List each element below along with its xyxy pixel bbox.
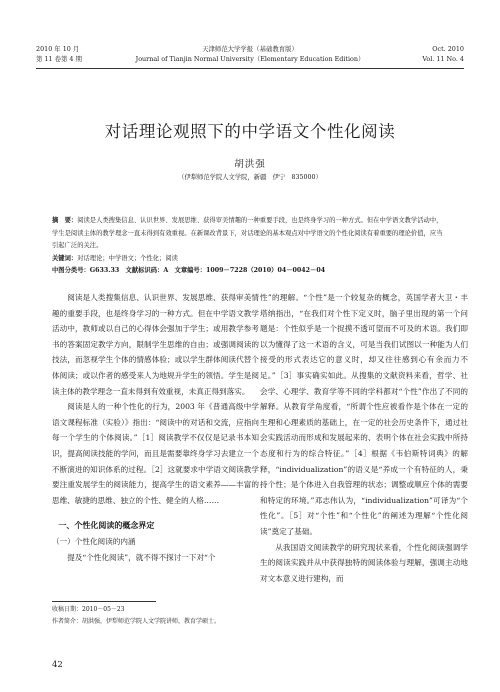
abstract bbox=[52, 215, 448, 253]
body-paragraph: 阅读是人的一种个性化的行为，2003 年《普通高级中学语文课程标准（实验）》指出：“阅读中的对话和交流，应指向每一个学生的个体阅读。”［1］阅读教学不仅仅是记录书本知识，提高阅读技能的学问，而且是需要靠终身学习去建立一个不断演进的知识体系的过程。［2］这就要求中学语文阅读教学要注重发展学生的阅读能力，提高学生的语文素养——丰富的思维、敏捷的思维、独立的个性、健全的人格…… bbox=[52, 402, 259, 505]
header-date: 2010 年 10 月 bbox=[36, 45, 80, 53]
keywords-label: 关键词： bbox=[52, 254, 78, 262]
footnotes bbox=[52, 604, 220, 628]
header-volume-en: Vol. 11 No. 4 bbox=[422, 55, 464, 63]
header-date-en: Oct. 2010 bbox=[432, 45, 464, 53]
body-paragraph: 从我国语文阅读教学的研究现状来看，个性化阅读强调学生的阅读实践并从中获得独特的阅读体验与理解，强调主动地对文本意义进行建构，而 bbox=[260, 542, 468, 583]
header-volume: 第 11 卷第 4 期 bbox=[36, 55, 82, 63]
journal-name-cn: 天津师范大学学报（基础教育版） bbox=[202, 45, 298, 53]
author-affiliation: （伊犁师范学院人文学院，新疆 伊宁 835000） bbox=[178, 174, 322, 181]
received-date: 收稿日期：2010－05－23 bbox=[52, 606, 125, 613]
header-divider bbox=[36, 68, 464, 69]
abstract-block bbox=[52, 215, 448, 278]
header-center bbox=[36, 44, 464, 64]
abstract-text: 阅读是人类搜集信息、认识世界、发展思维、获得审美情趣的一种重要手段，也是终身学习的一种方式。但在中学语文教学活动中，学生是阅读主体的教学理念一直未得到有效重视。在新课改背景下，对话理论的基本观点对中学语文的个性化阅读有着重要的理论价值，应当引起广泛的关注。 bbox=[52, 217, 443, 250]
body-paragraph: 阅读是人类搜集信息、认识世界、发展思维、获得审美情趣的重要手段，也是终身学习的一种方式。但在中学语文教学活动中，教师或以自己的心得体会强加于学生；或用教学参考书的答案固定教学方向，限制学生思维的自由；或强调阅读的技法，而忽视学生个体的情感体验；或以学生群体阅读代替个体阅读；或以作者的感受来人为地规升学生的领悟。学生是阅读主体的教学理念一直未得到有效重视，未真正得到落实。 bbox=[52, 293, 259, 396]
author-bio: 作者简介：胡洪强，伊犁师范学院人文学院讲师，教育学硕士。 bbox=[52, 618, 221, 625]
header-right bbox=[422, 44, 464, 64]
body-column-right bbox=[260, 290, 468, 586]
keywords-text: 对话理论；中学语文；个性化；阅读 bbox=[77, 254, 178, 262]
subsection-heading: （一）个性化阅读的内涵 bbox=[52, 536, 136, 546]
author-name: 胡洪强 bbox=[234, 159, 266, 170]
page-number: 42 bbox=[52, 660, 63, 670]
body-column-left bbox=[52, 290, 259, 565]
body-paragraph: 性”的理解。“个性”是一个较复杂的概念，英国学者大卫・丰塔纳指出，“在我们对个性下定义时，脑子里出现的第一个问题是：个性似乎是一个捉摸不透可望而不可及的术语。我们即以为懂得了这一术语的含义，可是当我们试图以一种能为人们接受的形式表达它的意义时，却又往往感到心有余而力不足。”［3］事实确实如此。从搜集的文献资料来看，哲学、社会学、心理学、教育学等不同的学科都对“个性”作出了不同的解释。从教育学角度看，“所谓个性应被看作是个体在一定的生理和心理素质的基础上，在一定的社会历史条件下，通过社会实践活动而形成和发展起来的、表明个体在社会实践中所持态度和行为的综合特征。”［4］根据《韦伯斯特词典》的解释，“individualization”的语义是“养成一个有特征的人，秉持个性；是个体进入自我管理的状态；调整或顺应个体的需要和特定的环境。”邓志伟认为，“individualization”可译为“个性化”。［5］对“个性”和“个性化”的阐述为理解“个性化阅读”奠定了基础。 bbox=[260, 293, 468, 536]
keywords bbox=[52, 253, 448, 266]
journal-header bbox=[36, 44, 464, 74]
section-heading: 一、个性化阅读的概念界定 bbox=[58, 520, 155, 531]
body-paragraph: 提及“个性化阅读”，就不得不探讨一下对“个 bbox=[67, 552, 216, 562]
abstract-label: 摘 要： bbox=[52, 217, 78, 224]
classification-line: 中图分类号：G633.33 文献标识码：A 文章编号：1009－7228（2010）04－0042－04 bbox=[52, 267, 326, 275]
footnote-divider bbox=[52, 601, 156, 602]
article-title: 对话理论观照下的中学语文个性化阅读 bbox=[104, 122, 396, 141]
journal-name-en: Journal of Tianjin Normal University（Elementary Education Edition） bbox=[135, 55, 365, 63]
